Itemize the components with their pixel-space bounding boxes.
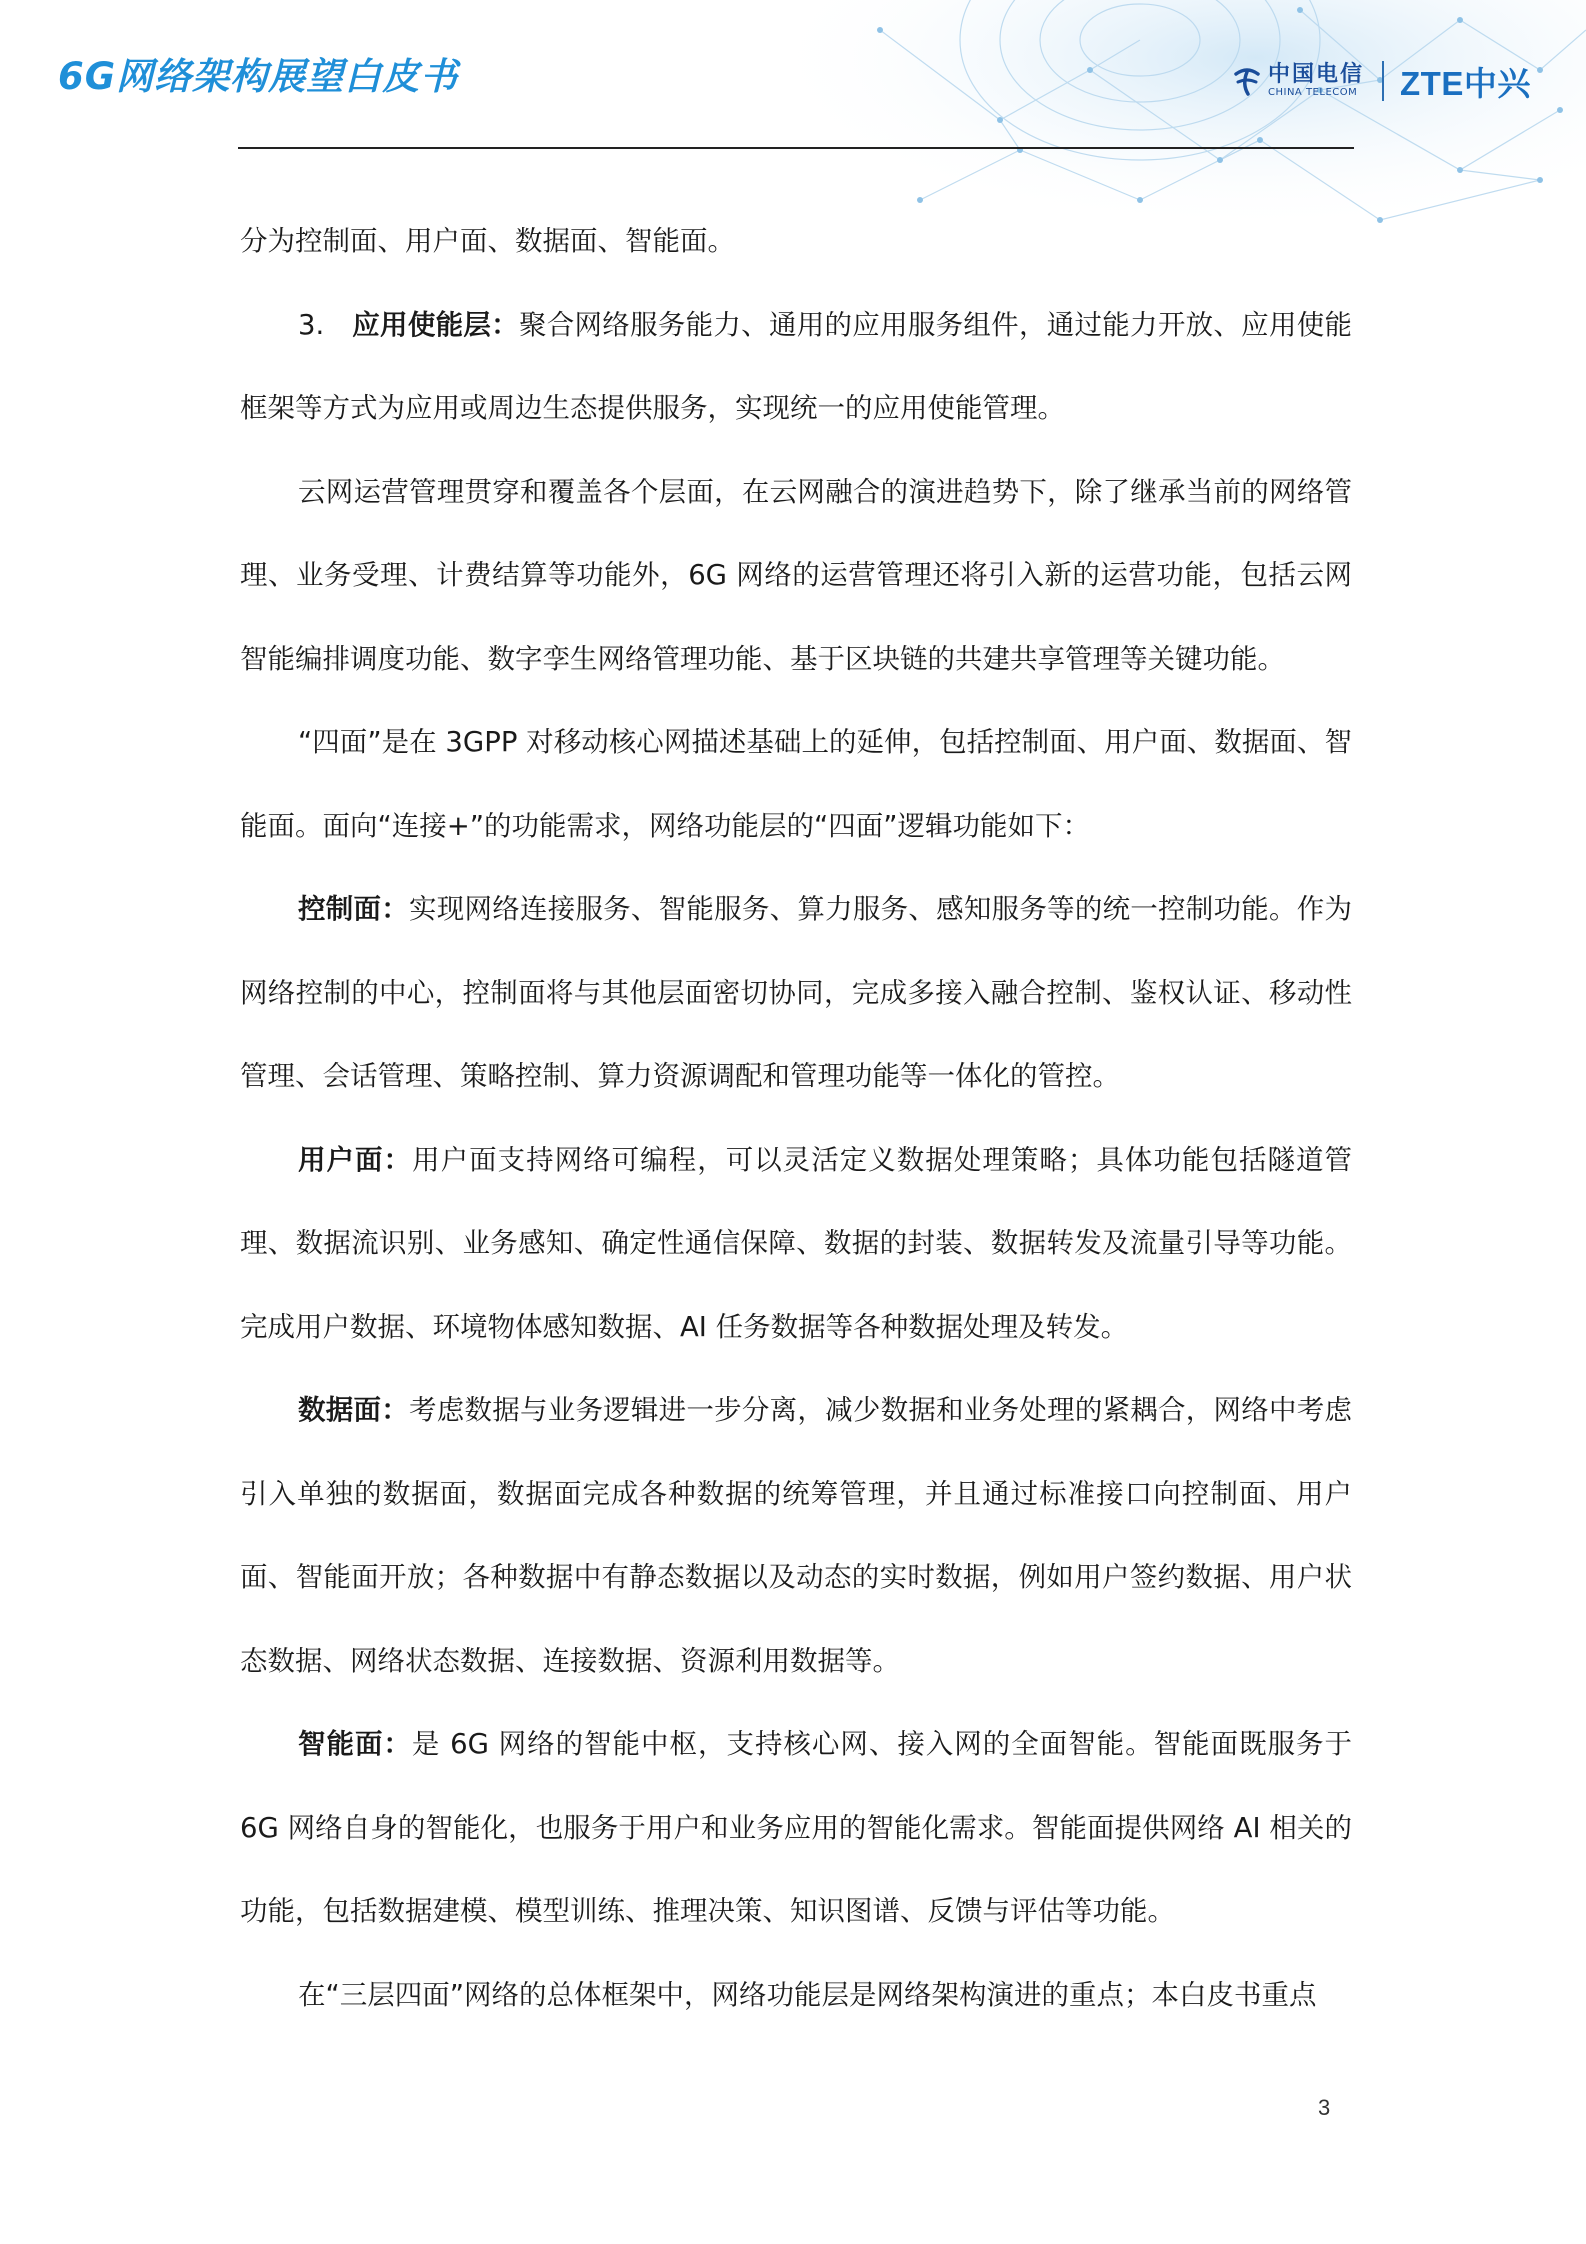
paragraph: 云网运营管理贯穿和覆盖各个层面，在云网融合的演进趋势下，除了继承当前的网络管理、业务受理、计费结算等功能外，6G 网络的运营管理还将引入新的运营功能，包括云网智能编排调度功能、数字孪生网络管理功能、基于区块链的共建共享管理等关键功能。 [240, 475, 1352, 675]
term-label: 数据面： [298, 1394, 409, 1426]
paragraph-control-plane [240, 868, 1352, 1119]
term-label: 应用使能层： [352, 308, 519, 341]
term-text: 是 6G 网络的智能中枢，支持核心网、接入网的全面智能。智能面既服务于 6G 网络自身的智能化，也服务于用户和业务应用的智能化需求。智能面提供网络 AI 相关的功能，包括数据建模、模型训练、推理决策、知识图谱、反馈与评估等功能。 [240, 1728, 1352, 1927]
term-label: 用户面： [298, 1143, 413, 1176]
term-label: 控制面： [298, 893, 409, 925]
term-text: 聚合网络服务能力、通用的应用服务组件，通过能力开放、应用使能框架等方式为应用或周边生态提供服务，实现统一的应用使能管理。 [240, 308, 1353, 424]
term-text: 实现网络连接服务、智能服务、算力服务、感知服务等的统一控制功能。作为网络控制的中心，控制面将与其他层面密切协同，完成多接入融合控制、鉴权认证、移动性管理、会话管理、策略控制、算力资源调配和管理功能等一体化的管控。 [240, 893, 1353, 1092]
document-title: 6G网络架构展望白皮书 [58, 55, 459, 98]
list-item-app-enabling-layer [240, 284, 1352, 451]
china-telecom-logo [1232, 63, 1364, 99]
paragraph-data-plane [240, 1369, 1352, 1703]
term-text: 用户面支持网络可编程，可以灵活定义数据处理策略；具体功能包括隧道管理、数据流识别、业务感知、确定性通信保障、数据的封装、数据转发及流量引导等功能。完成用户数据、环境物体感知数据、AI 任务数据等各种数据处理及转发。 [240, 1143, 1353, 1343]
china-telecom-mark-icon [1232, 64, 1262, 98]
logo-divider [1382, 61, 1384, 101]
term-label: 智能面： [298, 1728, 412, 1760]
china-telecom-cn-text: 中国电信 [1268, 62, 1365, 87]
paragraph-intelligence-plane [240, 1703, 1352, 1954]
header-logos [1232, 56, 1531, 106]
term-text: 考虑数据与业务逻辑进一步分离，减少数据和业务处理的紧耦合，网络中考虑引入单独的数据面，数据面完成各种数据的统筹管理，并且通过标准接口向控制面、用户面、智能面开放；各种数据中有静态数据以及动态的实时数据，例如用户签约数据、用户状态数据、网络状态数据、连接数据、资源利用数据等。 [240, 1394, 1353, 1677]
list-number: 3. [298, 308, 325, 341]
china-telecom-en-text: CHINA TELECOM [1268, 87, 1358, 98]
paragraph-user-plane [240, 1119, 1352, 1370]
paragraph: “四面”是在 3GPP 对移动核心网描述基础上的延伸，包括控制面、用户面、数据面、智能面。面向“连接+”的功能需求，网络功能层的“四面”逻辑功能如下： [240, 726, 1352, 842]
header-rule [238, 147, 1354, 149]
body-text [240, 200, 1352, 2037]
paragraph: 分为控制面、用户面、数据面、智能面。 [240, 225, 735, 257]
zte-logo: ZTE中兴 [1400, 64, 1531, 102]
page-number: 3 [1318, 2095, 1331, 2120]
paragraph: 在“三层四面”网络的总体框架中，网络功能层是网络架构演进的重点；本白皮书重点 [298, 1978, 1317, 2011]
